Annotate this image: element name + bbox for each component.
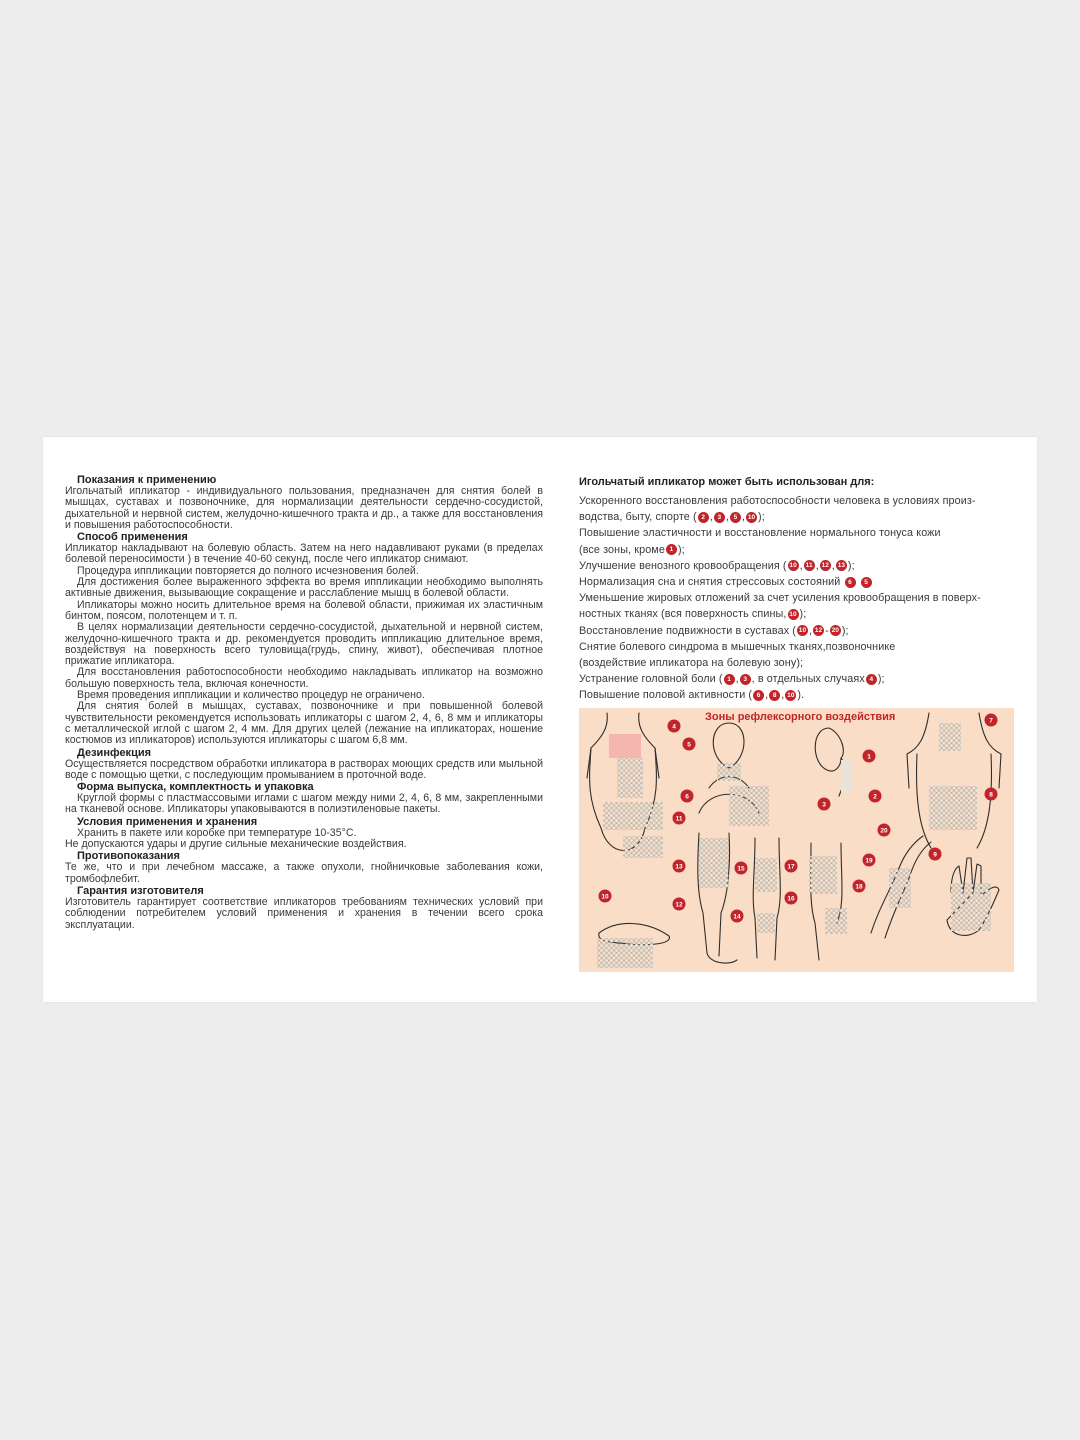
applicator-zone (617, 758, 643, 798)
section (65, 850, 543, 885)
body-outline (713, 723, 744, 768)
zone-marker-label: 16 (787, 895, 795, 903)
usage-column (579, 476, 1027, 704)
usage-row: Ускоренного восстановления работоспособности человека в условиях произ- (579, 495, 976, 507)
zone-marker-label: 3 (822, 801, 826, 809)
usage-row: (воздействие ипликатора на болевую зону); (579, 657, 804, 670)
section-heading: Показания к применению (77, 474, 217, 486)
zone-marker-label: 15 (737, 865, 745, 873)
applicator-zone (609, 734, 641, 758)
zone-number-badge: 5 (730, 512, 741, 523)
section-paragraph: Круглой формы с пластмассовыми иглами с шагом между ними 2, 4, 6, 8 мм, закрепленными на тканевой основе. Ипликаторы упаковываются в полиэтиленовые пакеты. (65, 792, 543, 816)
section-heading: Дезинфекция (77, 746, 152, 759)
section (65, 885, 543, 931)
applicator-zone (757, 913, 775, 933)
zone-number-badge: 20 (831, 627, 840, 635)
section-paragraph: Те же, что и при лечебном массаже, а также опухоли, гнойничковые заболевания кожи, тромбофлебит. (65, 861, 543, 885)
section-heading: Форма выпуска, комплектность и упаковка (77, 781, 314, 794)
instructions-column (65, 474, 543, 931)
zone-marker-label: 7 (989, 717, 993, 725)
zone-number-badge: 11 (805, 562, 813, 570)
usage-row: Уменьшение жировых отложений за счет усиления кровообращения в поверх- (579, 592, 981, 605)
zone-number-badge: 6 (753, 690, 764, 701)
zone-marker-label: 17 (787, 863, 795, 871)
section (65, 816, 543, 851)
body-zones-figure (579, 708, 1014, 972)
usage-row: водства, быту, спорте ( 2 , 3 , 5 , 10 ); (579, 511, 765, 524)
applicator-zone (939, 723, 961, 751)
zone-marker-label: 11 (675, 815, 683, 823)
usage-row: Повышение эластичности и восстановление нормального тонуса кожи (579, 527, 941, 540)
section (65, 781, 543, 816)
zone-number-badge: 10 (787, 692, 795, 700)
zone-marker-label: 10 (601, 893, 609, 901)
section-heading: Условия применения и хранения (77, 815, 258, 828)
section-paragraph: Не допускаются удары и другие сильные механические воздействия. (65, 838, 407, 851)
usage-row: ностных тканях (вся поверхность спины, 10 ); (579, 608, 807, 621)
zone-number-badge: 10 (789, 611, 797, 619)
usage-row: Устранение головной боли ( 1 , 3 , в отдельных случаях 4 ); (579, 673, 885, 686)
zone-number-badge: 3 (740, 674, 751, 685)
applicator-zone (951, 883, 991, 931)
applicator-zone (825, 908, 847, 934)
applicator-zone (929, 786, 977, 830)
section-paragraph: Игольчатый ипликатор - индивидуального пользования, предназначен для снятия болей в мышцах, суставах и позвоночнике, для нормализации деятельности сердечно-сосудистой, дыхательной и нервной систем, желудочно-кишечного тракта и др., а также для восстановления и повышения работоспособности. (65, 485, 543, 531)
usage-heading: Игольчатый ипликатор может быть использован для: (579, 476, 875, 488)
zone-marker-label: 1 (867, 753, 871, 761)
section-heading: Противопоказания (77, 850, 180, 863)
usage-row: Снятие болевого синдрома в мышечных тканях,позвоночнике (579, 640, 896, 653)
applicator-zone (755, 858, 777, 892)
body-outline (753, 838, 780, 960)
zone-number-badge: 1 (666, 544, 677, 555)
zone-marker-label: 18 (855, 883, 863, 891)
section-heading: Способ применения (77, 531, 188, 544)
zone-marker-label: 9 (933, 851, 937, 859)
instruction-leaflet (43, 437, 1037, 1002)
zone-marker-label: 4 (672, 723, 676, 731)
section-paragraph: Для восстановления работоспособности необходимо накладывать ипликатор на возможно большую поверхность тела, включая конечности. (65, 666, 543, 690)
applicator-zone (841, 760, 851, 794)
zone-marker-label: 6 (685, 793, 689, 801)
applicator-zone (699, 838, 729, 888)
section-paragraph: Ипликаторы можно носить длительное время на болевой области, прижимая их эластичным бинтом, поясом, полотенцем и т. п. (65, 598, 543, 622)
usage-row: Улучшение венозного кровообращения ( 10 , 11 , 12 , 13 ); (579, 559, 855, 572)
zone-marker-label: 2 (873, 793, 877, 801)
applicator-zone (597, 938, 653, 968)
usage-row: Восстановление подвижности в суставах ( 10 , 12 - 20 ); (579, 624, 849, 637)
applicator-zone (603, 802, 663, 830)
section-heading: Гарантия изготовителя (77, 884, 204, 897)
zone-marker-label: 5 (687, 741, 691, 749)
zone-marker-label: 13 (675, 863, 683, 871)
section-paragraph: В целях нормализации деятельности сердечно-сосудистой, дыхательной и нервной систем, желудочно-кишечного тракта и др. рекомендуется проводить иппликацию длительное время, воздействуя на поверхность всего туловища(грудь, спину, живот), обеспечивая плотное прижатие ипликатора. (65, 621, 543, 668)
usage-row: (все зоны, кроме 1 ); (579, 543, 685, 556)
zone-number-badge: 6 (845, 577, 856, 588)
zone-marker-label: 12 (675, 901, 683, 909)
applicator-zone (717, 763, 741, 781)
applicator-zone (623, 836, 663, 858)
section-paragraph: Для достижения более выраженного эффекта во время иппликации необходимо выполнять активные движения, вызывающие сокращение и расслабление мышц в болевой области. (65, 576, 543, 600)
section (65, 474, 543, 531)
section-paragraph: Хранить в пакете или коробке при температуре 10-35°С. (77, 826, 357, 839)
reflex-zones-illustration (579, 708, 1014, 972)
zone-number-badge: 3 (714, 512, 725, 523)
section-paragraph: Изготовитель гарантирует соответствие ипликаторов требованиям технических условий при соблюдении потребителем условий применения и хранения в течении всего срока эксплуатации. (65, 895, 543, 931)
section (65, 747, 543, 782)
section-paragraph: Осуществляется посредством обработки ипликатора в растворах моющих средств или мыльной воде с помощью щетки, с последующим промыванием в проточной воде. (65, 757, 543, 781)
zone-number-badge: 10 (747, 513, 756, 521)
zone-marker-label: 8 (989, 791, 993, 799)
body-outline (815, 728, 843, 771)
zone-number-badge: 8 (769, 690, 780, 701)
zone-number-badge: 13 (837, 562, 846, 570)
zone-number-badge: 2 (698, 512, 709, 523)
zones-title: Зоны рефлексорного воздействия (705, 711, 896, 723)
section-paragraph: Время проведения иппликации и количество процедур не ограничено. (77, 689, 425, 702)
applicator-zone (809, 856, 837, 894)
zone-number-badge: 5 (861, 577, 872, 588)
section-paragraph: Ипликатор накладывают на болевую область. Затем на него надавливают руками (в пределах болевой переносимости ) в течение 40-60 секунд, после чего ипликатор снимают. (65, 542, 543, 566)
usage-list (579, 493, 1027, 704)
zone-number-badge: 10 (798, 627, 807, 635)
zone-number-badge: 4 (866, 674, 877, 685)
body-outline (707, 953, 737, 963)
zone-number-badge: 12 (814, 627, 823, 635)
section-paragraph: Процедура иппликации повторяется до полного исчезновения болей. (77, 564, 419, 577)
zone-number-badge: 12 (821, 562, 830, 570)
zone-marker-label: 20 (880, 827, 888, 835)
zone-marker-label: 14 (733, 913, 741, 921)
section (65, 531, 543, 746)
zone-number-badge: 1 (724, 674, 735, 685)
applicator-zone (729, 786, 769, 826)
zone-number-badge: 10 (789, 562, 797, 570)
section-paragraph: Для снятия болей в мышцах, суставах, позвоночнике и при повышенной болевой чувствительности рекомендуется использовать ипликаторы с шагом 2, 4, 6, 8 мм и ипликаторы с металлической иглой с шагом 2, 4 мм. Для других целей (лежание на ипликаторах, ношение костюмов из ипликаторов) используются ипликаторы с шагом 6,8 мм. (65, 700, 543, 747)
zone-marker-label: 19 (865, 857, 873, 865)
usage-row: Повышение половой активности ( 6 , 8 , 10 ). (579, 689, 805, 702)
usage-row: Нормализация сна и снятия стрессовых состояний 6 5 (579, 574, 1027, 590)
applicator-zone (889, 868, 911, 908)
